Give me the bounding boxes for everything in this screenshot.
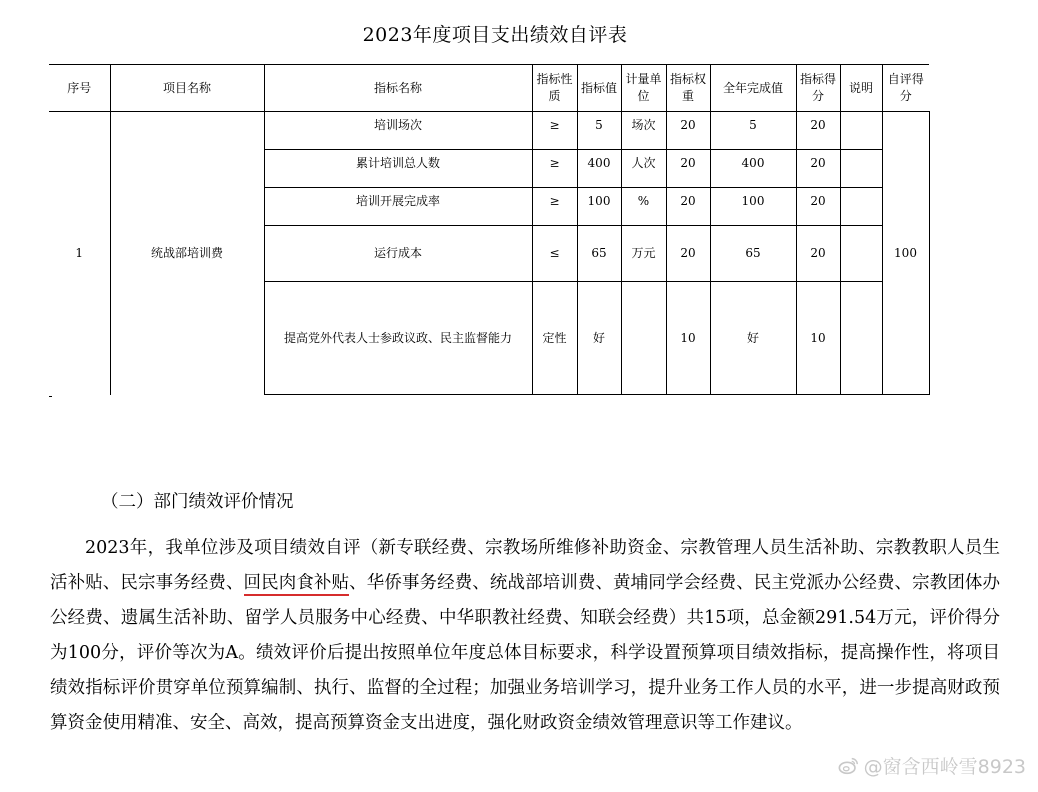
indicator-weight: 10	[666, 282, 710, 395]
performance-table	[49, 64, 930, 395]
project-name: 统战部培训费	[110, 112, 264, 395]
indicator-value: 好	[577, 282, 621, 395]
indicator-name: 运行成本	[264, 226, 532, 282]
indicator-annual-value: 65	[710, 226, 796, 282]
paragraph-text-part2: 、华侨事务经费、统战部培训费、黄埔同学会经费、民主党派办公经费、宗教团体办公经费、遗属生活补助、留学人员服务中心经费、中华职教社经费、知联会经费）共15项，总金额291.54万元，评价得分为100分，评价等次为A。绩效评价后提出按照单位年度总体目标要求，科学设置预算项目绩效指标，提高操作性，将项目绩效指标评价贯穿单位预算编制、执行、监督的全过程；加强业务培训学习，提升业务工作人员的水平，进一步提高财政预算资金使用精准、安全、高效，提高预算资金支出进度，强化财政资金绩效管理意识等工作建议。	[50, 573, 1001, 733]
header-indicator-name: 指标名称	[264, 65, 532, 112]
indicator-note	[840, 226, 882, 282]
header-project-name: 项目名称	[110, 65, 264, 112]
weibo-logo-icon	[838, 755, 860, 777]
project-self-score: 100	[882, 112, 929, 395]
evaluation-paragraph	[50, 531, 1000, 741]
indicator-annual-value: 5	[710, 112, 796, 150]
project-seq: 1	[49, 112, 110, 395]
section-heading: （二）部门绩效评价情况	[101, 492, 294, 512]
indicator-weight: 20	[666, 226, 710, 282]
table-header-row	[49, 65, 929, 112]
header-unit: 计量单位	[621, 65, 666, 112]
indicator-note	[840, 112, 882, 150]
indicator-name: 培训开展完成率	[264, 188, 532, 226]
indicator-unit: %	[621, 188, 666, 226]
header-annual-value: 全年完成值	[710, 65, 796, 112]
table-row	[49, 112, 929, 150]
indicator-unit: 万元	[621, 226, 666, 282]
indicator-note	[840, 282, 882, 395]
indicator-value: 5	[577, 112, 621, 150]
indicator-value: 400	[577, 150, 621, 188]
watermark-text: @窗含西岭雪8923	[863, 756, 1026, 778]
indicator-annual-value: 100	[710, 188, 796, 226]
header-note: 说明	[840, 65, 882, 112]
indicator-name: 累计培训总人数	[264, 150, 532, 188]
indicator-nature: ≥	[532, 188, 577, 226]
indicator-score: 20	[796, 226, 840, 282]
table-corner-tick	[49, 396, 52, 397]
indicator-weight: 20	[666, 150, 710, 188]
indicator-unit: 场次	[621, 112, 666, 150]
indicator-score: 20	[796, 150, 840, 188]
indicator-score: 10	[796, 282, 840, 395]
indicator-nature: ≥	[532, 150, 577, 188]
indicator-name: 提高党外代表人士参政议政、民主监督能力	[264, 282, 532, 395]
indicator-unit	[621, 282, 666, 395]
page-title: 2023年度项目支出绩效自评表	[362, 24, 628, 46]
header-indicator-score: 指标得分	[796, 65, 840, 112]
paragraph-text-part1: 2023年，我单位涉及项目绩效自评（新专联经费、宗教场所维修补助资金、宗教管理人员生活补助、宗教教职人员生活补贴、民宗事务经费、	[50, 538, 1000, 593]
header-indicator-nature: 指标性质	[532, 65, 577, 112]
indicator-name: 培训场次	[264, 112, 532, 150]
indicator-nature: 定性	[532, 282, 577, 395]
indicator-nature: ≥	[532, 112, 577, 150]
indicator-score: 20	[796, 188, 840, 226]
indicator-note	[840, 188, 882, 226]
indicator-nature: ≤	[532, 226, 577, 282]
indicator-score: 20	[796, 112, 840, 150]
indicator-annual-value: 400	[710, 150, 796, 188]
header-weight: 指标权重	[666, 65, 710, 112]
header-seq: 序号	[49, 65, 110, 112]
indicator-weight: 20	[666, 188, 710, 226]
indicator-value: 100	[577, 188, 621, 226]
indicator-weight: 20	[666, 112, 710, 150]
highlighted-phrase: 回民肉食补贴	[244, 573, 350, 596]
indicator-annual-value: 好	[710, 282, 796, 395]
indicator-note	[840, 150, 882, 188]
indicator-value: 65	[577, 226, 621, 282]
header-self-score: 自评得分	[882, 65, 929, 112]
header-indicator-value: 指标值	[577, 65, 621, 112]
indicator-unit: 人次	[621, 150, 666, 188]
watermark	[838, 752, 1026, 779]
